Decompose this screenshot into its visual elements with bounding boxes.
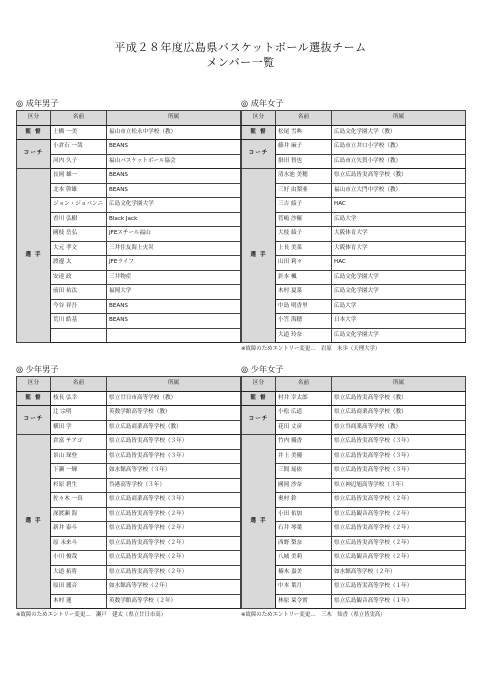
table-row xyxy=(17,125,241,140)
member-name: 深渡瀬 海 xyxy=(51,507,107,522)
table-row xyxy=(242,183,466,198)
header-row xyxy=(17,111,241,126)
column-header-affiliation: 所属 xyxy=(107,377,241,392)
table-row xyxy=(17,314,241,329)
table-row xyxy=(17,420,241,435)
column-header-name: 名前 xyxy=(276,111,332,126)
member-affiliation: HAC xyxy=(332,198,466,213)
member-name: 景山 琛登 xyxy=(51,449,107,464)
member-affiliation: 県立廿日市高等学校（教） xyxy=(107,391,241,406)
category-label: コーチ xyxy=(242,140,276,169)
table-row xyxy=(17,507,241,522)
table-row xyxy=(17,285,241,300)
member-affiliation: 呉港高等学校（３年） xyxy=(107,478,241,493)
table-row xyxy=(242,391,466,406)
table-row xyxy=(17,241,241,256)
member-affiliation: 福山バスケットボール協会 xyxy=(107,154,241,169)
table-row xyxy=(242,435,466,450)
member-affiliation: 県立呉商業高等学校（教） xyxy=(332,420,466,435)
member-name: 辻 宗明 xyxy=(51,406,107,421)
member-name: 山田 莉々 xyxy=(276,256,332,271)
category-label: 監 督 xyxy=(17,391,51,406)
table-row xyxy=(242,420,466,435)
member-affiliation: 県立広島皆実高等学校（２年） xyxy=(107,536,241,551)
column-header-name: 名前 xyxy=(51,377,107,392)
document-subtitle: メンバー一覧 xyxy=(206,56,275,69)
table-row xyxy=(17,536,241,551)
member-name: 大道 玲奈 xyxy=(276,328,332,343)
member-name: 掛田 智也 xyxy=(276,154,332,169)
member-name: 杉原 碧生 xyxy=(51,478,107,493)
member-name: 花田 丈彦 xyxy=(276,420,332,435)
member-table xyxy=(16,110,241,343)
member-name: 三吉 綾子 xyxy=(276,198,332,213)
section-adult-men xyxy=(16,97,240,343)
member-name: 楠木 嘉美 xyxy=(276,565,332,580)
member-name: 井上 美優 xyxy=(276,449,332,464)
member-name: 竹内 優香 xyxy=(276,435,332,450)
header-row xyxy=(17,377,241,392)
column-header-affiliation: 所属 xyxy=(107,111,241,126)
member-affiliation: 英数学館高等学校（教） xyxy=(107,406,241,421)
member-affiliation: 日本大学 xyxy=(332,314,466,329)
table-row xyxy=(242,522,466,537)
member-affiliation: 英数学館高等学校（２年） xyxy=(107,594,241,609)
member-name: 大枝 綾子 xyxy=(276,227,332,242)
member-name: 小田 佑加 xyxy=(276,507,332,522)
column-header-affiliation: 所属 xyxy=(332,377,466,392)
table-row xyxy=(242,464,466,479)
section-heading: ◎ 少年女子 xyxy=(241,364,284,374)
member-affiliation: 県立広島商業高等学校（３年） xyxy=(107,493,241,508)
member-affiliation: 広島大学 xyxy=(332,299,466,314)
member-affiliation: 県立広島皆実高等学校（３年） xyxy=(332,435,466,450)
member-affiliation: BEANS xyxy=(107,169,241,184)
table-row xyxy=(242,256,466,271)
member-affiliation: 県立神辺旭高等学校（３年） xyxy=(332,478,466,493)
member-affiliation: 県立広島皆実高等学校（１年） xyxy=(332,580,466,595)
table-row xyxy=(17,270,241,285)
member-name xyxy=(51,328,107,343)
member-name: 佐々木 一真 xyxy=(51,493,107,508)
member-affiliation: 県立広島皆実高等学校（２年） xyxy=(107,565,241,580)
member-name: 奥村 鈴 xyxy=(276,493,332,508)
table-row xyxy=(242,314,466,329)
table-row xyxy=(242,270,466,285)
member-affiliation: 県立広島皆実高等学校（３年） xyxy=(332,449,466,464)
table-row xyxy=(17,406,241,421)
table-row xyxy=(17,328,241,343)
table-row xyxy=(17,256,241,271)
member-affiliation: BEANS xyxy=(107,140,241,155)
table-row xyxy=(17,183,241,198)
category-label: コーチ xyxy=(242,406,276,435)
table-row xyxy=(242,406,466,421)
member-name: 新井 泰斗 xyxy=(51,522,107,537)
table-row xyxy=(17,198,241,213)
member-name: 清水池 美穂 xyxy=(276,169,332,184)
member-affiliation: Black Jack xyxy=(107,212,241,227)
section-youth-men xyxy=(16,363,240,620)
table-row xyxy=(17,522,241,537)
member-name: ジョン・ジョバンニ xyxy=(51,198,107,213)
category-label: コーチ xyxy=(17,406,51,435)
member-affiliation: 如水館高等学校（３年） xyxy=(107,464,241,479)
member-name: 三好 由梨亜 xyxy=(276,183,332,198)
table-row xyxy=(17,154,241,169)
member-name: 石井 琴葉 xyxy=(276,522,332,537)
table-row xyxy=(17,227,241,242)
table-row xyxy=(17,580,241,595)
member-name: 枝長 弘幸 xyxy=(51,391,107,406)
member-name: 松尾 雪典 xyxy=(276,125,332,140)
member-name: 八城 美莉 xyxy=(276,551,332,566)
member-affiliation: 広島文化学園大学 xyxy=(332,328,466,343)
column-header-category: 区分 xyxy=(242,111,276,126)
member-name: 木村 夏菜 xyxy=(276,285,332,300)
member-name: 菅嶋 沙羅 xyxy=(276,212,332,227)
member-name: 横田 学 xyxy=(51,420,107,435)
section-heading: ◎ 成年男子 xyxy=(16,98,59,108)
table-row xyxy=(17,594,241,609)
member-affiliation: JFEスチール福山 xyxy=(107,227,241,242)
member-affiliation xyxy=(107,328,241,343)
member-affiliation: 福山市立松永中学校（教） xyxy=(107,125,241,140)
table-row xyxy=(242,154,466,169)
member-affiliation: 福山市立大門中学校（教） xyxy=(332,183,466,198)
entry-change-note: ※故障のためエントリー変更… 三木 知香（県立皆実高） xyxy=(241,612,386,618)
member-affiliation: 県立広島観音高等学校（２年） xyxy=(332,551,466,566)
table-row xyxy=(242,493,466,508)
column-header-category: 区分 xyxy=(242,377,276,392)
member-name: 林原 栞令實 xyxy=(276,594,332,609)
table-row xyxy=(17,391,241,406)
category-label: 選 手 xyxy=(242,435,276,609)
member-name: 國枝 岳弘 xyxy=(51,227,107,242)
table-row xyxy=(17,464,241,479)
section-heading: ◎ 成年女子 xyxy=(241,98,284,108)
member-table xyxy=(241,376,466,609)
section-heading: ◎ 少年男子 xyxy=(16,364,59,374)
section-youth-women xyxy=(241,363,465,620)
member-name: 今谷 祥吾 xyxy=(51,299,107,314)
member-affiliation: 県立広島皆実高等学校（３年） xyxy=(107,449,241,464)
member-affiliation: 県立広島観音高等学校（２年） xyxy=(332,507,466,522)
table-row xyxy=(242,285,466,300)
member-name: 前田 祐汰 xyxy=(51,285,107,300)
member-name: 小笠 海穂 xyxy=(276,314,332,329)
table-row xyxy=(17,140,241,155)
member-affiliation: 県立広島皆実高等学校（教） xyxy=(332,391,466,406)
member-name: 土橋 一美 xyxy=(51,125,107,140)
table-row xyxy=(242,125,466,140)
table-row xyxy=(242,169,466,184)
member-name: 西野 梨奈 xyxy=(276,536,332,551)
table-row xyxy=(17,478,241,493)
member-name: 渡邊 太 xyxy=(51,256,107,271)
column-header-name: 名前 xyxy=(51,111,107,126)
category-label: 監 督 xyxy=(242,391,276,406)
member-affiliation: 県立広島皆実高等学校（２年） xyxy=(107,522,241,537)
document-title: 平成２８年度広島県バスケットボール選抜チーム xyxy=(114,41,367,54)
member-name: 小川 俊哉 xyxy=(51,551,107,566)
member-affiliation: 広島文化学園大学 xyxy=(332,270,466,285)
member-affiliation: JFEライフ xyxy=(107,256,241,271)
member-affiliation: 三井住友海上火災 xyxy=(107,241,241,256)
table-row xyxy=(242,551,466,566)
table-row xyxy=(242,299,466,314)
member-name: 北本 幹雄 xyxy=(51,183,107,198)
member-affiliation: 県立広島皆実高等学校（２年） xyxy=(332,522,466,537)
header-row xyxy=(242,377,466,392)
category-label: 選 手 xyxy=(242,169,276,343)
member-affiliation: 広島文化学園大学（教） xyxy=(332,125,466,140)
member-table xyxy=(16,376,241,609)
member-name: 原田 麗音 xyxy=(51,580,107,595)
member-name: 小倉石 一哉 xyxy=(51,140,107,155)
member-name: 三間 瑶依 xyxy=(276,464,332,479)
member-affiliation: 広島大学 xyxy=(332,212,466,227)
member-table xyxy=(241,110,466,343)
table-row xyxy=(17,435,241,450)
member-affiliation: 県立広島皆実高等学校（２年） xyxy=(332,493,466,508)
member-affiliation: 広島文化学園大学 xyxy=(107,198,241,213)
member-name: 木村 蓮 xyxy=(51,594,107,609)
table-row xyxy=(242,241,466,256)
member-name: 針本 楓 xyxy=(276,270,332,285)
entry-change-note: ※故障のためエントリー変更… 瀬戸 建太（県立廿日市高） xyxy=(16,612,167,618)
member-affiliation: 広島文化学園大学 xyxy=(332,285,466,300)
table-row xyxy=(242,580,466,595)
member-name: 下瀬 一輝 xyxy=(51,464,107,479)
member-affiliation: 如水館高等学校（２年） xyxy=(107,580,241,595)
category-label: 監 督 xyxy=(17,125,51,140)
column-header-affiliation: 所属 xyxy=(332,111,466,126)
member-affiliation: 県立広島皆実高等学校（２年） xyxy=(332,536,466,551)
entry-change-note: ※故障のためエントリー変更… 岩原 未歩（天理大学） xyxy=(241,346,381,352)
table-row xyxy=(17,551,241,566)
member-affiliation: 県立広島皆実高等学校（２年） xyxy=(107,507,241,522)
table-row xyxy=(17,493,241,508)
table-row xyxy=(17,212,241,227)
member-affiliation: 福岡大学 xyxy=(107,285,241,300)
table-row xyxy=(242,594,466,609)
member-affiliation: 県立広島商業高等学校（教） xyxy=(107,420,241,435)
member-affiliation: 県立広島皆実高等学校（教） xyxy=(332,169,466,184)
member-affiliation: 県立広島観音高等学校（１年） xyxy=(332,594,466,609)
member-name: 中島 明香里 xyxy=(276,299,332,314)
member-name: 香川 弘樹 xyxy=(51,212,107,227)
header-row xyxy=(242,111,466,126)
category-label: 選 手 xyxy=(17,435,51,609)
member-name: 大元 孝文 xyxy=(51,241,107,256)
member-name: 原 未来斗 xyxy=(51,536,107,551)
member-name: 國岡 沙奈 xyxy=(276,478,332,493)
member-name: 村井 幸太郎 xyxy=(276,391,332,406)
column-header-category: 区分 xyxy=(17,377,51,392)
member-name: 安達 政 xyxy=(51,270,107,285)
member-affiliation: HAC xyxy=(332,256,466,271)
table-row xyxy=(17,565,241,580)
member-affiliation: 県立広島皆実高等学校（３年） xyxy=(107,435,241,450)
table-row xyxy=(242,565,466,580)
member-affiliation: BEANS xyxy=(107,183,241,198)
table-row xyxy=(242,140,466,155)
table-row xyxy=(242,507,466,522)
table-row xyxy=(17,299,241,314)
member-name: 河内 久子 xyxy=(51,154,107,169)
table-row xyxy=(242,227,466,242)
member-affiliation: 県立広島皆実高等学校（２年） xyxy=(107,551,241,566)
member-name: 大道 拓将 xyxy=(51,565,107,580)
table-row xyxy=(242,478,466,493)
member-affiliation: BEANS xyxy=(107,299,241,314)
member-affiliation: 広島市立矢賀小学校（教） xyxy=(332,154,466,169)
member-name: 荒川 皓基 xyxy=(51,314,107,329)
table-row xyxy=(242,212,466,227)
member-name: 上長 美菜 xyxy=(276,241,332,256)
member-affiliation: 如水館高等学校（２年） xyxy=(332,565,466,580)
member-name: 倉富 チアゴ xyxy=(51,435,107,450)
member-name: 藤井 麻子 xyxy=(276,140,332,155)
column-header-name: 名前 xyxy=(276,377,332,392)
member-affiliation: 三井物産 xyxy=(107,270,241,285)
table-row xyxy=(17,449,241,464)
member-affiliation: 広島市立井口小学校（教） xyxy=(332,140,466,155)
member-affiliation: 県立広島商業高等学校（教） xyxy=(332,406,466,421)
member-name: 小松 広道 xyxy=(276,406,332,421)
category-label: 監 督 xyxy=(242,125,276,140)
member-affiliation: 大阪体育大学 xyxy=(332,241,466,256)
section-adult-women xyxy=(241,97,465,354)
member-name: 中本 葉月 xyxy=(276,580,332,595)
table-row xyxy=(242,536,466,551)
table-row xyxy=(17,169,241,184)
table-row xyxy=(242,198,466,213)
member-affiliation: 大阪体育大学 xyxy=(332,227,466,242)
member-affiliation: BEANS xyxy=(107,314,241,329)
member-affiliation: 県立広島皆実高等学校（３年） xyxy=(332,464,466,479)
table-row xyxy=(242,328,466,343)
category-label: 選 手 xyxy=(17,169,51,343)
category-label: コーチ xyxy=(17,140,51,169)
table-row xyxy=(242,449,466,464)
member-name: 長岡 雄一 xyxy=(51,169,107,184)
column-header-category: 区分 xyxy=(17,111,51,126)
